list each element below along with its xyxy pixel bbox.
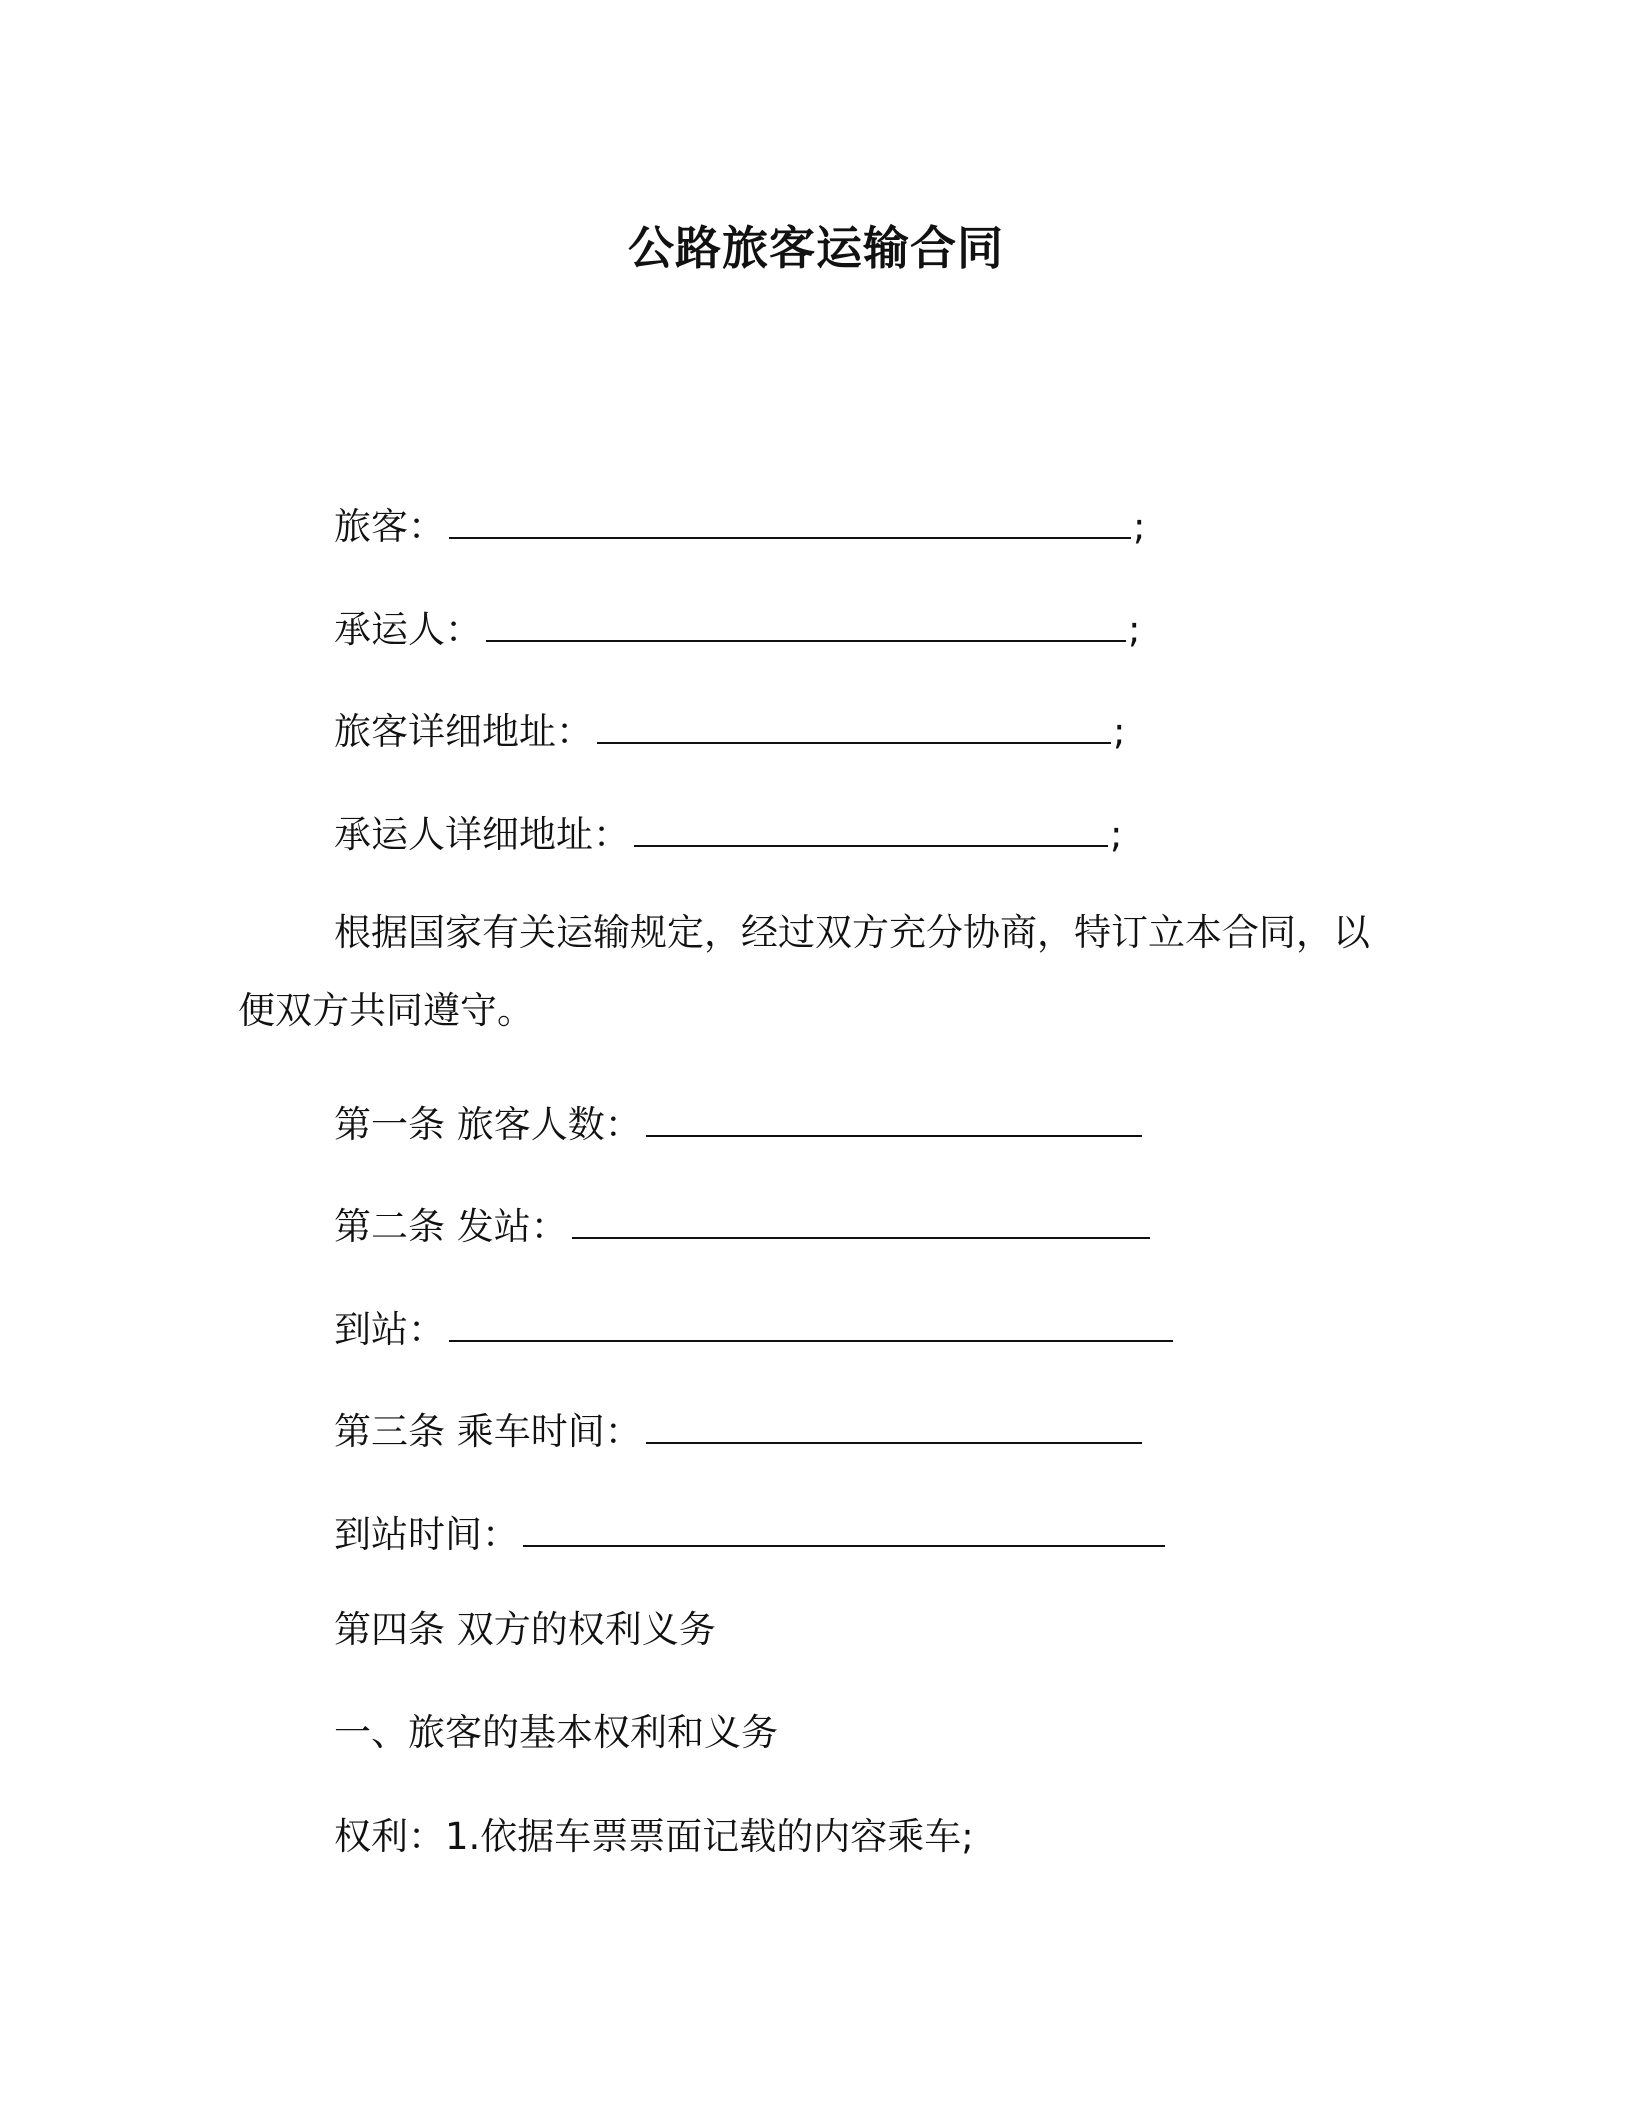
- passenger-end: ;: [1133, 505, 1146, 548]
- document-title: 公路旅客运输合同: [628, 221, 1004, 275]
- arrival-time: [334, 1510, 1165, 1560]
- article-2: [334, 1202, 1150, 1252]
- carrier-address-label: 承运人详细地址：: [334, 813, 630, 856]
- arrival-time-label: 到站时间：: [334, 1513, 519, 1556]
- carrier-address-end: ;: [1110, 813, 1123, 856]
- arrival-station: [334, 1305, 1173, 1355]
- passenger-address-field: [334, 707, 1125, 757]
- carrier-address-field: [334, 810, 1122, 860]
- arrival-station-label: 到站：: [334, 1308, 445, 1351]
- passenger-label: 旅客：: [334, 505, 445, 548]
- intro-line-1: 根据国家有关运输规定，经过双方充分协商，特订立本合同，以: [334, 911, 1370, 954]
- article-2-blank: [572, 1203, 1150, 1239]
- section-1-heading: 一、旅客的基本权利和义务: [334, 1711, 778, 1754]
- article-3-blank: [646, 1408, 1142, 1444]
- article-1: [334, 1100, 1142, 1150]
- article-3-label: 第三条 乘车时间：: [334, 1410, 642, 1453]
- intro-line-2: 便双方共同遵守。: [238, 989, 534, 1032]
- carrier-end: ;: [1128, 608, 1141, 651]
- carrier-field: [334, 605, 1140, 655]
- rights-item-1: 权利：1.依据车票票面记载的内容乘车;: [334, 1815, 974, 1858]
- passenger-field: [334, 502, 1145, 552]
- passenger-address-end: ;: [1113, 710, 1126, 753]
- passenger-address-label: 旅客详细地址：: [334, 710, 593, 753]
- article-3: [334, 1407, 1142, 1457]
- carrier-blank: [486, 606, 1126, 642]
- arrival-station-blank: [449, 1306, 1173, 1342]
- article-1-label: 第一条 旅客人数：: [334, 1103, 642, 1146]
- passenger-blank: [449, 503, 1131, 539]
- arrival-time-blank: [523, 1511, 1165, 1547]
- carrier-label: 承运人：: [334, 608, 482, 651]
- article-4: 第四条 双方的权利义务: [334, 1608, 716, 1651]
- carrier-address-blank: [634, 811, 1108, 847]
- passenger-address-blank: [597, 708, 1111, 744]
- article-2-label: 第二条 发站：: [334, 1205, 568, 1248]
- article-1-blank: [646, 1101, 1142, 1137]
